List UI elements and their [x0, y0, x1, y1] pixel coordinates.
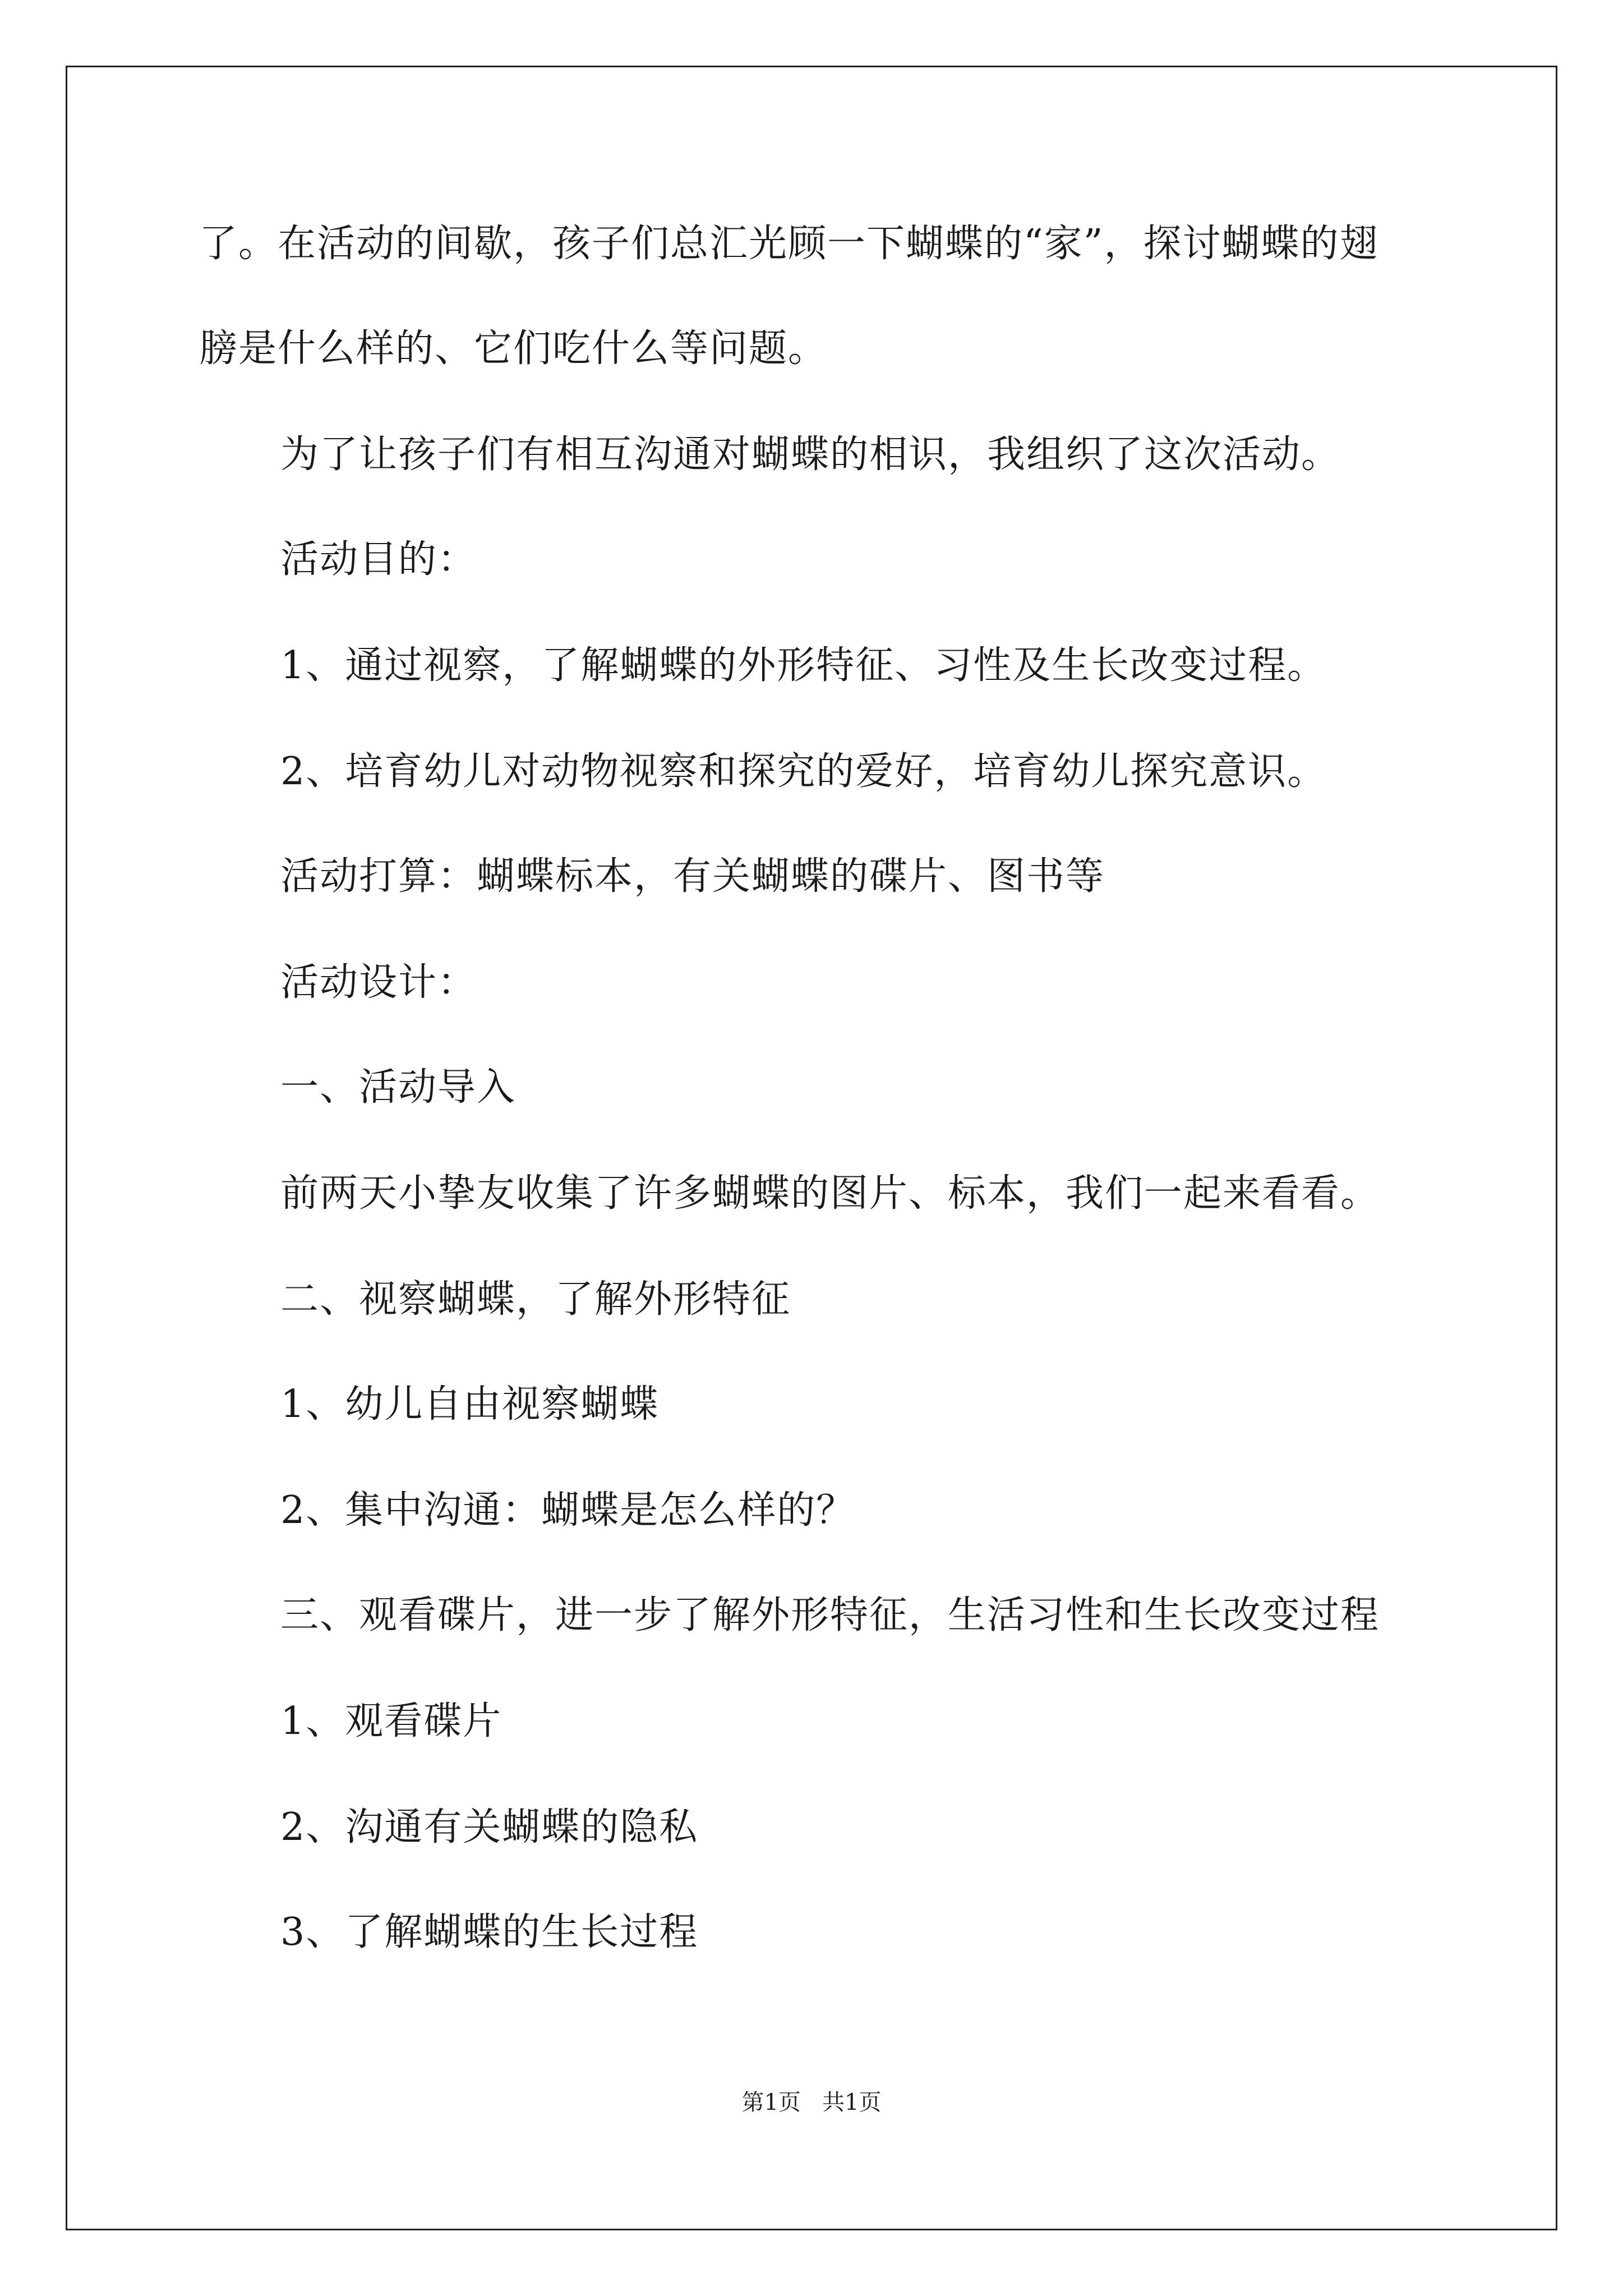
paragraph-intro: 为了让孩子们有相互沟通对蝴蝶的相识，我组织了这次活动。 — [280, 432, 1341, 477]
section-3-item-2: 2、沟通有关蝴蝶的隐私 — [280, 1805, 699, 1849]
goal-item-1: 1、通过视察，了解蝴蝶的外形特征、习性及生长改变过程。 — [280, 643, 1327, 688]
section-2-item-1: 1、幼儿自由视察蝴蝶 — [280, 1382, 660, 1427]
section-heading-1: 一、活动导入 — [280, 1065, 517, 1110]
activity-preparation: 活动打算：蝴蝶标本，有关蝴蝶的碟片、图书等 — [280, 854, 1105, 899]
page-footer: 第1页 共1页 — [741, 2090, 882, 2115]
page-border — [66, 66, 1557, 2230]
section-heading-2: 二、视察蝴蝶，了解外形特征 — [280, 1277, 791, 1322]
paragraph-continuation-line-1: 了。在活动的间歇，孩子们总汇光顾一下蝴蝶的“家”，探讨蝴蝶的翅 — [199, 222, 1379, 266]
section-3-item-1: 1、观看碟片 — [280, 1699, 502, 1743]
goal-item-2: 2、培育幼儿对动物视察和探究的爱好，培育幼儿探究意识。 — [280, 749, 1327, 794]
paragraph-continuation-line-2: 膀是什么样的、它们吃什么等问题。 — [199, 326, 828, 371]
section-2-item-2: 2、集中沟通：蝴蝶是怎么样的？ — [280, 1488, 856, 1533]
section-1-text: 前两天小挚友收集了许多蝴蝶的图片、标本，我们一起来看看。 — [280, 1171, 1380, 1216]
section-3-item-3: 3、了解蝴蝶的生长过程 — [280, 1910, 699, 1954]
heading-activity-goal: 活动目的： — [280, 537, 477, 582]
heading-activity-design: 活动设计： — [280, 960, 477, 1005]
section-heading-3: 三、观看碟片，进一步了解外形特征，生活习性和生长改变过程 — [280, 1593, 1380, 1637]
